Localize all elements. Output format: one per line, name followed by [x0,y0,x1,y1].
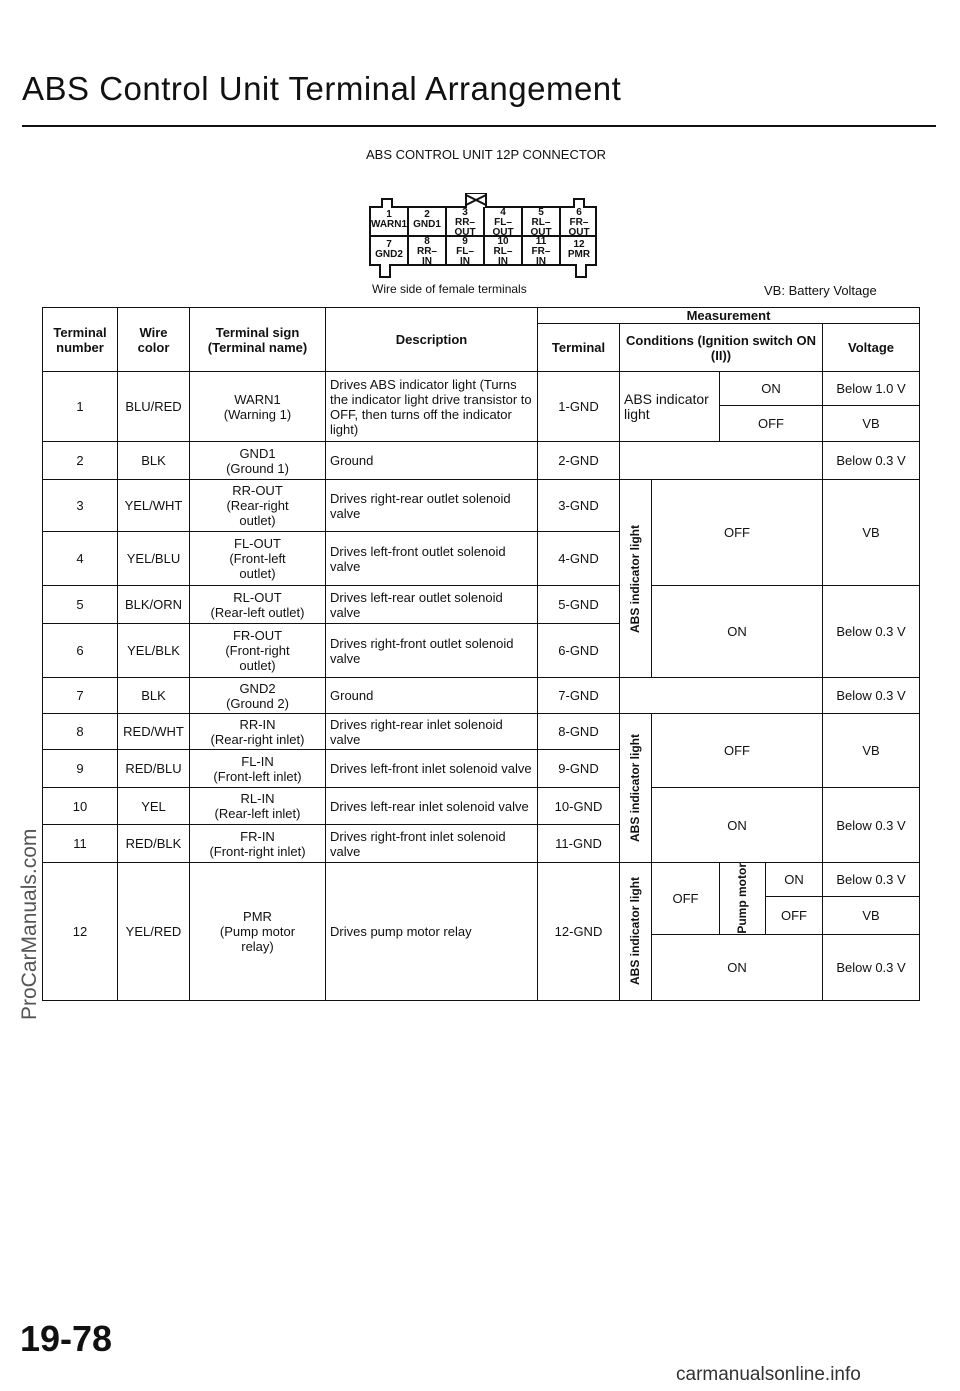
row-8-color: RED/WHT [118,714,190,750]
row-8-description: Drives right-rear inlet solenoid valve [326,714,538,750]
connector-caption: Wire side of female terminals [372,282,527,296]
row-2-sign: GND1 (Ground 1) [190,442,326,480]
group-a-off: OFF [652,480,823,586]
row-7-voltage: Below 0.3 V [823,678,920,714]
row-1-description: Drives ABS indicator light (Turns the indicator light drive transistor to OFF, then turns off the indicator light) [326,372,538,442]
row-2-condition-empty [620,442,823,480]
row-7-description: Ground [326,678,538,714]
row-6-color: YEL/BLK [118,624,190,678]
row-8-terminal: 8-GND [538,714,620,750]
row-1-terminal: 1-GND [538,372,620,442]
group-c-abs-light-label: ABS indicator light [628,877,642,986]
row-12-sign: PMR (Pump motor relay) [190,863,326,1001]
header-terminal: Terminal [538,324,620,372]
row-1-on: ON [720,372,823,406]
group-c-pump-on: ON [766,863,823,897]
connector-pin-12: 12 PMR [567,239,591,260]
connector-pin-11: 11 FR– IN [531,236,551,267]
row-4-terminal: 4-GND [538,532,620,586]
page-title: ABS Control Unit Terminal Arrangement [22,70,622,107]
connector-pin-4: 4 FL– OUT [492,207,514,238]
row-7-color: BLK [118,678,190,714]
row-1-voltage-on: Below 1.0 V [823,372,920,406]
connector-title: ABS CONTROL UNIT 12P CONNECTOR [366,147,607,162]
row-3-sign: RR-OUT (Rear-right outlet) [190,480,326,532]
header-conditions: Conditions (Ignition switch ON (II)) [620,324,823,372]
row-4-description: Drives left-front outlet solenoid valve [326,532,538,586]
row-6-sign: FR-OUT (Front-right outlet) [190,624,326,678]
row-11-sign: FR-IN (Front-right inlet) [190,825,326,863]
group-b-abs-light-label: ABS indicator light [628,734,642,842]
row-5-color: BLK/ORN [118,586,190,624]
header-measurement: Measurement [538,308,920,324]
group-b-voltage-on: Below 0.3 V [823,788,920,863]
group-a-voltage-on: Below 0.3 V [823,586,920,678]
row-10-description: Drives left-rear inlet solenoid valve [326,788,538,825]
row-12-number: 12 [43,863,118,1001]
row-2-description: Ground [326,442,538,480]
row-6-description: Drives right-front outlet solenoid valve [326,624,538,678]
group-c-voltage-on: Below 0.3 V [823,934,920,1000]
connector-pin-7: 7 GND2 [375,239,403,260]
connector-pin-1: 1 WARN1 [370,209,408,230]
header-terminal-number: Terminal number [43,308,118,372]
terminal-table [42,307,920,1001]
row-8-sign: RR-IN (Rear-right inlet) [190,714,326,750]
connector-pin-5: 5 RL– OUT [530,207,552,238]
group-a-voltage-off: VB [823,480,920,586]
connector-pin-6: 6 FR– OUT [568,207,590,238]
group-b-off: OFF [652,714,823,788]
group-b-voltage-off: VB [823,714,920,788]
row-7-terminal: 7-GND [538,678,620,714]
row-9-color: RED/BLU [118,750,190,788]
connector-pin-2: 2 GND1 [413,209,441,230]
row-10-color: YEL [118,788,190,825]
row-1-color: BLU/RED [118,372,190,442]
group-a-abs-light [620,480,652,678]
row-9-terminal: 9-GND [538,750,620,788]
row-4-color: YEL/BLU [118,532,190,586]
watermark: ProCarManuals.com [18,828,41,1020]
page-number: 19-78 [20,1318,113,1359]
site-footer: carmanualsonline.info [676,1364,861,1385]
row-7-condition-empty [620,678,823,714]
row-4-number: 4 [43,532,118,586]
group-c-pump-off: OFF [766,896,823,934]
group-b-abs-light [620,714,652,863]
row-3-description: Drives right-rear outlet solenoid valve [326,480,538,532]
group-c-off: OFF [652,863,720,935]
row-3-color: YEL/WHT [118,480,190,532]
header-terminal-sign: Terminal sign (Terminal name) [190,308,326,372]
row-10-terminal: 10-GND [538,788,620,825]
connector-pin-9: 9 FL– IN [456,236,474,267]
row-11-description: Drives right-front inlet solenoid valve [326,825,538,863]
row-1-sign: WARN1 (Warning 1) [190,372,326,442]
pump-motor-label: Pump motor [735,863,749,934]
row-6-terminal: 6-GND [538,624,620,678]
row-2-terminal: 2-GND [538,442,620,480]
row-11-number: 11 [43,825,118,863]
row-3-number: 3 [43,480,118,532]
row-11-color: RED/BLK [118,825,190,863]
row-8-number: 8 [43,714,118,750]
connector-pin-3: 3 RR– OUT [454,207,476,238]
title-rule [22,125,936,127]
row-12-color: YEL/RED [118,863,190,1001]
row-12-description: Drives pump motor relay [326,863,538,1001]
row-9-number: 9 [43,750,118,788]
row-7-number: 7 [43,678,118,714]
row-1-off: OFF [720,406,823,442]
header-wire-color: Wire color [118,308,190,372]
group-a-on: ON [652,586,823,678]
group-c-pump-motor [720,863,766,935]
row-7-sign: GND2 (Ground 2) [190,678,326,714]
row-5-sign: RL-OUT (Rear-left outlet) [190,586,326,624]
vb-note: VB: Battery Voltage [764,283,877,298]
row-10-sign: RL-IN (Rear-left inlet) [190,788,326,825]
group-c-voltage-pump-on: Below 0.3 V [823,863,920,897]
header-voltage: Voltage [823,324,920,372]
row-3-terminal: 3-GND [538,480,620,532]
row-1-number: 1 [43,372,118,442]
row-1-condition-abs-light: ABS indicator light [620,372,720,442]
row-5-terminal: 5-GND [538,586,620,624]
connector-pin-8: 8 RR– IN [416,236,437,267]
row-12-terminal: 12-GND [538,863,620,1001]
row-2-number: 2 [43,442,118,480]
group-a-abs-light-label: ABS indicator light [628,524,642,633]
header-description: Description [326,308,538,372]
row-5-description: Drives left-rear outlet solenoid valve [326,586,538,624]
row-2-color: BLK [118,442,190,480]
group-c-abs-light [620,863,652,1001]
row-4-sign: FL-OUT (Front-left outlet) [190,532,326,586]
row-9-description: Drives left-front inlet solenoid valve [326,750,538,788]
group-c-on: ON [652,934,823,1000]
row-5-number: 5 [43,586,118,624]
connector-diagram [366,193,600,279]
row-1-voltage-off: VB [823,406,920,442]
row-6-number: 6 [43,624,118,678]
row-9-sign: FL-IN (Front-left inlet) [190,750,326,788]
connector-pin-10: 10 RL– IN [493,236,513,267]
row-2-voltage: Below 0.3 V [823,442,920,480]
row-11-terminal: 11-GND [538,825,620,863]
row-10-number: 10 [43,788,118,825]
group-b-on: ON [652,788,823,863]
group-c-voltage-pump-off: VB [823,896,920,934]
